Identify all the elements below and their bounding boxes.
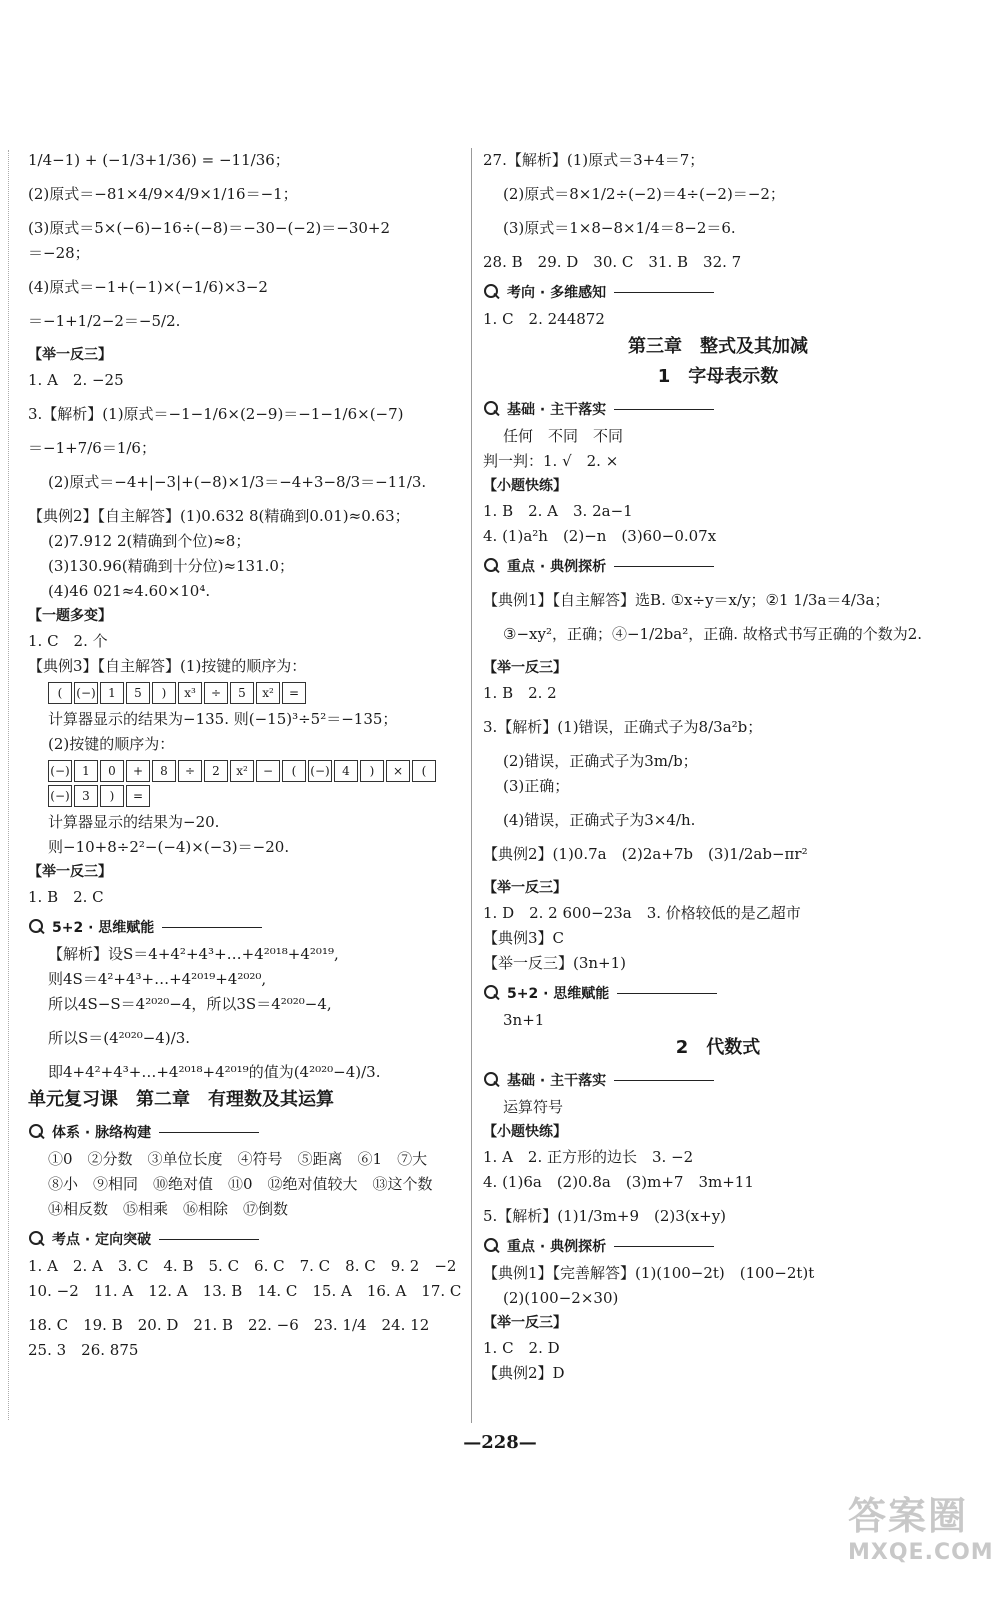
calculator-key: 1: [100, 682, 124, 704]
calculator-key-sequence: [48, 760, 460, 782]
calculator-key: 3: [74, 785, 98, 807]
section-header: [28, 914, 460, 940]
answer-line: (3)正确；: [503, 777, 570, 795]
calculator-key: ): [360, 760, 384, 782]
section-rule: [614, 1080, 714, 1081]
answer-line: 1. D 2. 2 600−23a 3. 价格较低的是乙超市: [483, 904, 801, 922]
section-title: 5+2 · 思维赋能: [507, 986, 610, 1002]
answer-line: 即4+4²+4³+…+4²⁰¹⁸+4²⁰¹⁹的值为(4²⁰²⁰−4)/3.: [48, 1063, 381, 1081]
magnifier-icon: [483, 557, 501, 575]
answer-line: 4. (1)a²h (2)−n (3)60−0.07x: [483, 527, 717, 545]
answer-line: 【典例2】【自主解答】(1)0.632 8(精确到0.01)≈0.63；: [28, 507, 410, 525]
calculator-key: (: [412, 760, 436, 782]
section-header: [483, 279, 953, 305]
section-title: 重点 · 典例探析: [507, 1239, 607, 1255]
calculator-key: ÷: [204, 682, 228, 704]
answer-line: 【解析】设S＝4+4²+4³+…+4²⁰¹⁸+4²⁰¹⁹,: [48, 945, 339, 963]
magnifier-icon: [28, 918, 46, 936]
answer-line: 27.【解析】(1)原式＝3+4＝7；: [483, 151, 705, 169]
section-rule: [159, 1239, 259, 1240]
answer-line: 计算器显示的结果为−20.: [48, 813, 220, 831]
subheading: 【举一反三】: [483, 1315, 567, 1331]
magnifier-icon: [28, 1230, 46, 1248]
answer-line: 1. B 2. A 3. 2a−1: [483, 502, 633, 520]
section-rule: [162, 927, 262, 928]
section-header: [483, 396, 953, 422]
subheading: 【小题快练】: [483, 478, 567, 494]
section-rule: [614, 566, 714, 567]
left-margin-rule: [8, 150, 10, 1420]
calculator-key: −: [256, 760, 280, 782]
calculator-key: +: [126, 760, 150, 782]
calculator-key: ): [152, 682, 176, 704]
answer-line: 【举一反三】(3n+1): [483, 954, 627, 972]
answer-line: 28. B 29. D 30. C 31. B 32. 7: [483, 253, 742, 271]
answer-line: (4)原式＝−1+(−1)×(−1/6)×3−2: [28, 278, 268, 296]
answer-line: ①0 ②分数 ③单位长度 ④符号 ⑤距离 ⑥1 ⑦大: [48, 1150, 428, 1168]
calculator-key: 8: [152, 760, 176, 782]
answer-line: 则−10+8÷2²−(−4)×(−3)＝−20.: [48, 838, 290, 856]
answer-line: 18. C 19. B 20. D 21. B 22. −6 23. 1/4 24. 12: [28, 1316, 430, 1334]
answer-line: 3n+1: [503, 1011, 545, 1029]
chapter-title: 单元复习课 第二章 有理数及其运算: [28, 1089, 334, 1110]
answer-line: ⑭相反数 ⑮相乘 ⑯相除 ⑰倒数: [48, 1200, 289, 1218]
section-header: [483, 1233, 953, 1259]
watermark-line2: MXQE.COM: [848, 1540, 994, 1565]
answer-line: 1. C 2. 个: [28, 632, 108, 650]
answer-line: 任何 不同 不同: [503, 427, 624, 445]
magnifier-icon: [483, 1237, 501, 1255]
answer-line: (3)原式＝5×(−6)−16÷(−8)＝−30−(−2)＝−30+2: [28, 219, 391, 237]
section-title: 基础 · 主干落实: [507, 402, 607, 418]
calculator-key: 1: [74, 760, 98, 782]
section-title: 考向 · 多维感知: [507, 285, 607, 301]
answer-line: ＝−1+7/6＝1/6；: [28, 439, 156, 457]
calculator-key: x³: [178, 682, 202, 704]
calculator-key: 4: [334, 760, 358, 782]
watermark-logo: [848, 1485, 994, 1575]
page-number: —228—: [463, 1432, 537, 1453]
chapter-title: 1 字母表示数: [657, 366, 779, 387]
answer-line: 【典例1】【自主解答】选B. ①x÷y＝x/y；②1 1/3a＝4/3a；: [483, 591, 890, 609]
calculator-key-sequence: [48, 785, 460, 807]
answer-line: (2)原式＝−4+|−3|+(−8)×1/3＝−4+3−8/3＝−11/3.: [48, 473, 427, 491]
answer-line: 10. −2 11. A 12. A 13. B 14. C 15. A 16. A 17. C: [28, 1282, 462, 1300]
answer-line: (2)错误，正确式子为3m/b；: [503, 752, 698, 770]
calculator-key: (−): [74, 682, 98, 704]
answer-line: ⑧小 ⑨相同 ⑩绝对值 ⑪0 ⑫绝对值较大 ⑬这个数: [48, 1175, 433, 1193]
chapter-title: 第三章 整式及其加减: [628, 336, 808, 357]
calculator-key: (: [48, 682, 72, 704]
section-title: 5+2 · 思维赋能: [52, 920, 155, 936]
subheading: 【举一反三】: [28, 864, 112, 880]
answer-line: (4)46 021≈4.60×10⁴.: [48, 582, 211, 600]
subheading: 【举一反三】: [483, 880, 567, 896]
answer-line: 1. A 2. A 3. C 4. B 5. C 6. C 7. C 8. C 9. 2 −2: [28, 1257, 457, 1275]
answer-line: (3)130.96(精确到十分位)≈131.0；: [48, 557, 294, 575]
calculator-key: =: [282, 682, 306, 704]
answer-line: 【典例3】【自主解答】(1)按键的顺序为：: [28, 657, 307, 675]
subheading: 【举一反三】: [483, 660, 567, 676]
subheading: 【举一反三】: [28, 347, 112, 363]
answer-line: 所以4S−S＝4²⁰²⁰−4，所以3S＝4²⁰²⁰−4,: [48, 995, 332, 1013]
calculator-key-sequence: [48, 682, 460, 704]
answer-line: 计算器显示的结果为−135. 则(−15)³÷5²＝−135；: [48, 710, 398, 728]
answer-line: 1. A 2. −25: [28, 371, 124, 389]
answer-line: 【典例2】D: [483, 1364, 565, 1382]
answer-line: 则4S＝4²+4³+…+4²⁰¹⁹+4²⁰²⁰,: [48, 970, 267, 988]
section-header: [483, 1067, 953, 1093]
section-rule: [614, 409, 714, 410]
left-column: [28, 148, 460, 1363]
answer-line: 【典例3】C: [483, 929, 565, 947]
magnifier-icon: [483, 400, 501, 418]
section-rule: [159, 1132, 259, 1133]
section-title: 考点 · 定向突破: [52, 1232, 152, 1248]
calculator-key: 5: [230, 682, 254, 704]
section-header: [483, 980, 953, 1006]
answer-line: 判一判：1. √ 2. ×: [483, 452, 619, 470]
answer-line: (2)7.912 2(精确到个位)≈8；: [48, 532, 251, 550]
answer-line: 1. A 2. 正方形的边长 3. −2: [483, 1148, 694, 1166]
magnifier-icon: [28, 1123, 46, 1141]
calculator-key: (−): [308, 760, 332, 782]
calculator-key: ×: [386, 760, 410, 782]
answer-line: 所以S＝(4²⁰²⁰−4)/3.: [48, 1029, 191, 1047]
answer-line: ＝−28；: [28, 244, 90, 262]
section-title: 体系 · 脉络构建: [52, 1125, 152, 1141]
answer-line: 1. C 2. 244872: [483, 310, 605, 328]
section-title: 基础 · 主干落实: [507, 1073, 607, 1089]
calculator-key: =: [126, 785, 150, 807]
answer-line: 1. C 2. D: [483, 1339, 560, 1357]
calculator-key: ): [100, 785, 124, 807]
calculator-key: 0: [100, 760, 124, 782]
answer-line: (2)原式＝−81×4/9×4/9×1/16＝−1；: [28, 185, 298, 203]
section-header: [483, 553, 953, 579]
section-header: [28, 1119, 460, 1145]
calculator-key: 2: [204, 760, 228, 782]
answer-line: 5.【解析】(1)1/3m+9 (2)3(x+y): [483, 1207, 727, 1225]
subheading: 【小题快练】: [483, 1124, 567, 1140]
calculator-key: ÷: [178, 760, 202, 782]
section-title: 重点 · 典例探析: [507, 559, 607, 575]
watermark-line1: 答案圈: [848, 1494, 969, 1538]
calculator-key: x²: [256, 682, 280, 704]
answer-line: (2)按键的顺序为：: [48, 735, 175, 753]
magnifier-icon: [483, 1071, 501, 1089]
column-divider: [471, 148, 472, 1423]
answer-line: 运算符号: [503, 1098, 564, 1116]
calculator-key: (: [282, 760, 306, 782]
answer-line: 25. 3 26. 875: [28, 1341, 139, 1359]
subheading: 【一题多变】: [28, 608, 112, 624]
answer-line: 4. (1)6a (2)0.8a (3)m+7 3m+11: [483, 1173, 754, 1191]
calculator-key: (−): [48, 760, 72, 782]
calculator-key: x²: [230, 760, 254, 782]
answer-line: ＝−1+1/2−2＝−5/2.: [28, 312, 181, 330]
answer-line: 1/4−1) + (−1/3+1/36) = −11/36；: [28, 151, 290, 169]
answer-line: (3)原式＝1×8−8×1/4＝8−2＝6.: [503, 219, 736, 237]
magnifier-icon: [483, 984, 501, 1002]
answer-line: ③−xy²，正确；④−1/2ba²，正确. 故格式书写正确的个数为2.: [503, 625, 923, 643]
magnifier-icon: [483, 283, 501, 301]
answer-line: (4)错误，正确式子为3×4/h.: [503, 811, 696, 829]
answer-line: 3.【解析】(1)原式＝−1−1/6×(2−9)＝−1−1/6×(−7): [28, 405, 404, 423]
answer-line: 1. B 2. 2: [483, 684, 557, 702]
chapter-title: 2 代数式: [675, 1037, 761, 1058]
calculator-key: (−): [48, 785, 72, 807]
section-rule: [617, 993, 717, 994]
section-rule: [614, 1246, 714, 1247]
section-rule: [614, 292, 714, 293]
answer-line: (2)(100−2×30): [503, 1289, 619, 1307]
calculator-key: 5: [126, 682, 150, 704]
answer-line: 【典例1】【完善解答】(1)(100−2t) (100−2t)t: [483, 1264, 815, 1282]
right-column: [483, 148, 953, 1386]
section-header: [28, 1226, 460, 1252]
answer-line: 3.【解析】(1)错误，正确式子为8/3a²b；: [483, 718, 763, 736]
answer-line: 【典例2】(1)0.7a (2)2a+7b (3)1/2ab−πr²: [483, 845, 808, 863]
answer-line: (2)原式＝8×1/2÷(−2)＝4÷(−2)＝−2；: [503, 185, 785, 203]
answer-line: 1. B 2. C: [28, 888, 104, 906]
